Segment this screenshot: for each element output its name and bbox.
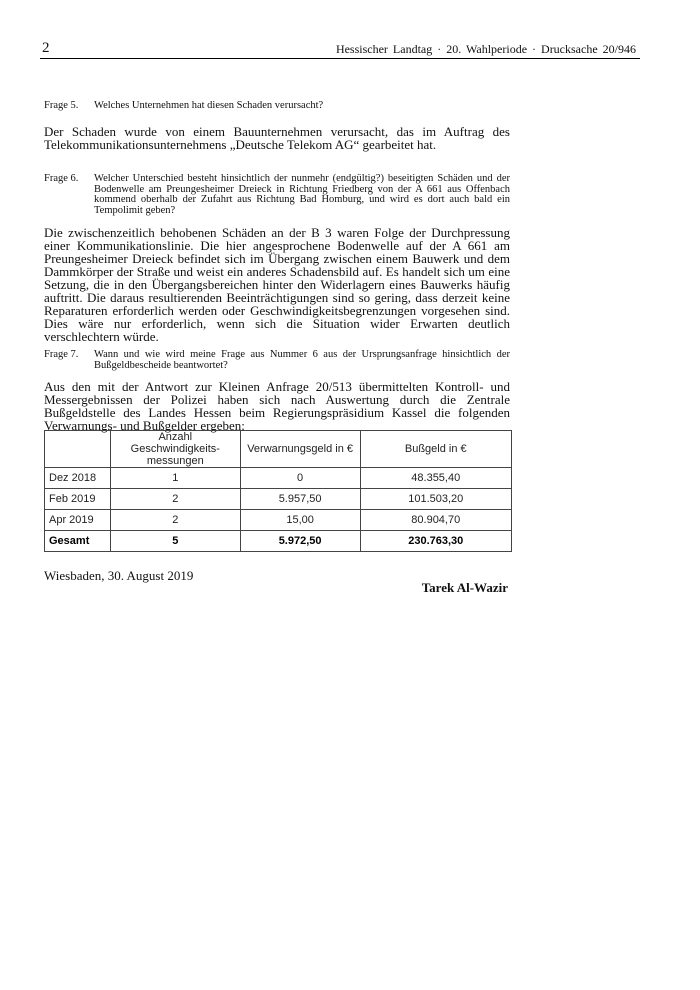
page-header xyxy=(40,38,640,58)
table-row xyxy=(45,510,512,531)
question-text: Welches Unternehmen hat diesen Schaden verursacht? xyxy=(94,100,324,111)
place-date: Wiesbaden, 30. August 2019 xyxy=(44,568,194,583)
column-header xyxy=(45,431,111,468)
table-cell: 48.355,40 xyxy=(360,468,511,489)
table-total-row xyxy=(45,531,512,552)
table-cell: 2 xyxy=(110,489,240,510)
table-cell: 2 xyxy=(110,510,240,531)
question-label: Frage 6. xyxy=(44,173,79,184)
answer-6: Die zwischenzeitlich behobenen Schäden an der B 3 waren Folge der Durchpressung einer Kommunikationslinie. Die hier angesprochene Bodenwelle auf der A 661 am Preungesheimer Dreieck befindet sich im Übergang zwischen einem Bauwerk und dem Dammkörper der Straße und weist ein anderes Schadensbild auf. Es handelt sich um eine Setzung, die in den Übergangsbereichen hinter den Widerlagern eines Bauwerks häufig auftritt. Die daraus resultierenden Beeinträchtigungen sind so gering, dass derzeit keine Reparaturen erforderlich werden oder Geschwindigkeitsbegrenzungen vorgesehen sind. Dies wäre nur erforderlich, wenn sich die Situation wider Erwarten deutlich verschlechtern würde. xyxy=(44,225,510,344)
question-6 xyxy=(44,174,510,216)
table-cell: 1 xyxy=(110,468,240,489)
table-cell: 101.503,20 xyxy=(360,489,511,510)
table-row xyxy=(45,489,512,510)
table-cell: Gesamt xyxy=(45,531,111,552)
table-cell: 5.957,50 xyxy=(240,489,360,510)
answer-7: Aus den mit der Antwort zur Kleinen Anfrage 20/513 übermittelten Kontroll- und Messergebnissen der Polizei haben sich nach Auswertung durch die Zentrale Bußgeldstelle des Landes Hessen beim Regierungspräsidium Kassel die folgenden Verwarnungs- und Bußgelder ergeben: xyxy=(44,379,510,433)
question-5 xyxy=(44,101,510,112)
column-header: Anzahl Geschwindigkeits-messungen xyxy=(110,431,240,468)
publication-info: Hessischer Landtag · 20. Wahlperiode · Drucksache 20/946 xyxy=(335,42,636,56)
page-number: 2 xyxy=(42,40,50,56)
table-cell: Dez 2018 xyxy=(45,468,111,489)
question-text: Wann und wie wird meine Frage aus Nummer 6 aus der Ursprungsanfrage hinsichtlich der Bußgeldbescheide beantwortet? xyxy=(94,349,510,371)
header-rule xyxy=(40,58,640,59)
table-cell: Apr 2019 xyxy=(45,510,111,531)
table-cell: 80.904,70 xyxy=(360,510,511,531)
question-label: Frage 7. xyxy=(44,349,79,360)
question-7 xyxy=(44,350,510,371)
table-cell: 0 xyxy=(240,468,360,489)
table-cell: Feb 2019 xyxy=(45,489,111,510)
column-header: Verwarnungsgeld in € xyxy=(240,431,360,468)
table-cell: 230.763,30 xyxy=(360,531,511,552)
question-label: Frage 5. xyxy=(44,100,79,111)
answer-5: Der Schaden wurde von einem Bauunternehmen verursacht, das im Auftrag des Telekommunikationsunternehmens „Deutsche Telekom AG“ gearbeitet hat. xyxy=(44,124,510,152)
table-cell: 15,00 xyxy=(240,510,360,531)
table-row xyxy=(45,468,512,489)
column-header: Bußgeld in € xyxy=(360,431,511,468)
table-cell: 5.972,50 xyxy=(240,531,360,552)
question-text: Welcher Unterschied besteht hinsichtlich der nunmehr (endgültig?) beseitigten Schäden und der Bodenwelle am Preungesheimer Dreieck in Richtung Friedberg von der A 661 aus Offenbach kommend oberhalb der Zufahrt aus Richtung Bad Homburg, und wird es dort auch bald ein Tempolimit geben? xyxy=(94,173,510,216)
table-header-row xyxy=(45,431,512,468)
table-cell: 5 xyxy=(110,531,240,552)
fines-table xyxy=(44,430,512,552)
signature: Tarek Al-Wazir xyxy=(421,580,508,595)
